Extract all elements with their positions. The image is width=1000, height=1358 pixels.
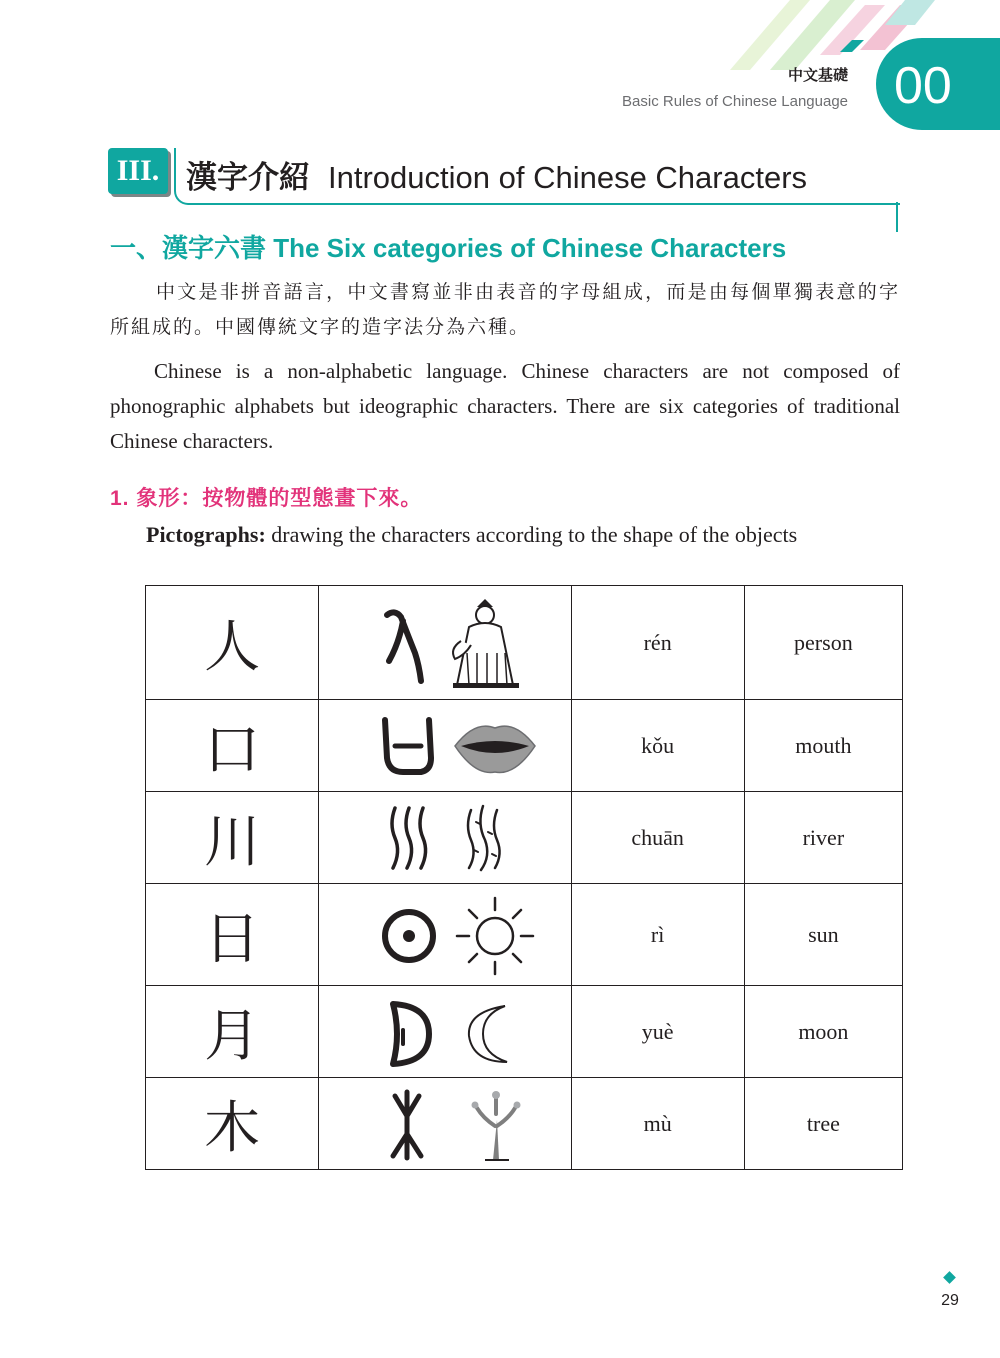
character-cell: 人: [146, 586, 319, 700]
table-row: [146, 884, 903, 986]
pinyin-cell: chuān: [571, 792, 744, 884]
meaning-cell: sun: [744, 884, 902, 986]
page-marker-icon: [943, 1271, 956, 1284]
pictures-cell: [319, 986, 571, 1078]
pictograph-table: [145, 585, 903, 1170]
oracle-bone-river-icon: [392, 808, 426, 868]
character-cell: 日: [146, 884, 319, 986]
pictures-cell: [319, 884, 571, 986]
character-cell: 川: [146, 792, 319, 884]
pinyin-cell: yuè: [571, 986, 744, 1078]
oracle-bone-sun-icon: [385, 912, 433, 960]
item-desc-text: drawing the characters according to the shape of the objects: [265, 522, 798, 547]
subsection-title: 一、漢字六書 The Six categories of Chinese Characters: [110, 233, 787, 263]
pictures-cell: [319, 1078, 571, 1170]
section-numeral: III.: [108, 148, 168, 194]
meaning-cell: mouth: [744, 700, 902, 792]
intro-paragraph-en: Chinese is a non-alphabetic language. Chinese characters are not composed of phonographic alphabets but ideographic characters. There are six categories of traditional Chinese characters.: [110, 359, 900, 453]
pinyin-cell: mù: [571, 1078, 744, 1170]
section-title: [186, 152, 807, 197]
tree-icon: [471, 1091, 520, 1160]
character-cell: 月: [146, 986, 319, 1078]
lips-icon: [455, 726, 535, 772]
section-heading-frame-end: [896, 202, 898, 232]
item-term: Pictographs:: [146, 522, 266, 547]
chapter-title-zh: 中文基礎: [787, 67, 848, 84]
table-row: [146, 792, 903, 884]
chapter-title-en: Basic Rules of Chinese Language: [622, 93, 848, 110]
oracle-bone-mouth-icon: [385, 720, 431, 772]
intro-paragraph-zh: 中文是非拼音語言，中文書寫並非由表音的字母組成，而是由每個單獨表意的字所組成的。中國傳統文字的造字法分為六種。: [110, 281, 900, 338]
meaning-cell: person: [744, 586, 902, 700]
pinyin-cell: rì: [571, 884, 744, 986]
oracle-bone-person-icon: [387, 612, 421, 681]
oracle-bone-tree-icon: [393, 1092, 421, 1158]
item-title: 1. 象形：按物體的型態畫下來。: [110, 487, 423, 510]
chapter-number: 00: [894, 57, 952, 115]
table-row: [146, 986, 903, 1078]
pictures-cell: [319, 586, 571, 700]
oracle-bone-moon-icon: [393, 1004, 429, 1064]
character-cell: 木: [146, 1078, 319, 1170]
character-cell: 口: [146, 700, 319, 792]
person-figure-icon: [453, 599, 519, 688]
table-row: [146, 586, 903, 700]
page-number: 29: [941, 1292, 959, 1309]
pinyin-cell: rén: [571, 586, 744, 700]
meaning-cell: tree: [744, 1078, 902, 1170]
section-title-en: Introduction of Chinese Characters: [328, 160, 808, 195]
flowing-river-icon: [468, 806, 500, 870]
pinyin-cell: kǒu: [571, 700, 744, 792]
pictures-cell: [319, 700, 571, 792]
item-description: [146, 522, 797, 548]
pictures-cell: [319, 792, 571, 884]
meaning-cell: river: [744, 792, 902, 884]
table-row: [146, 1078, 903, 1170]
section-title-zh: 漢字介紹: [186, 160, 310, 195]
sun-rays-icon: [457, 898, 533, 974]
meaning-cell: moon: [744, 986, 902, 1078]
table-row: [146, 700, 903, 792]
crescent-moon-icon: [469, 1006, 507, 1062]
